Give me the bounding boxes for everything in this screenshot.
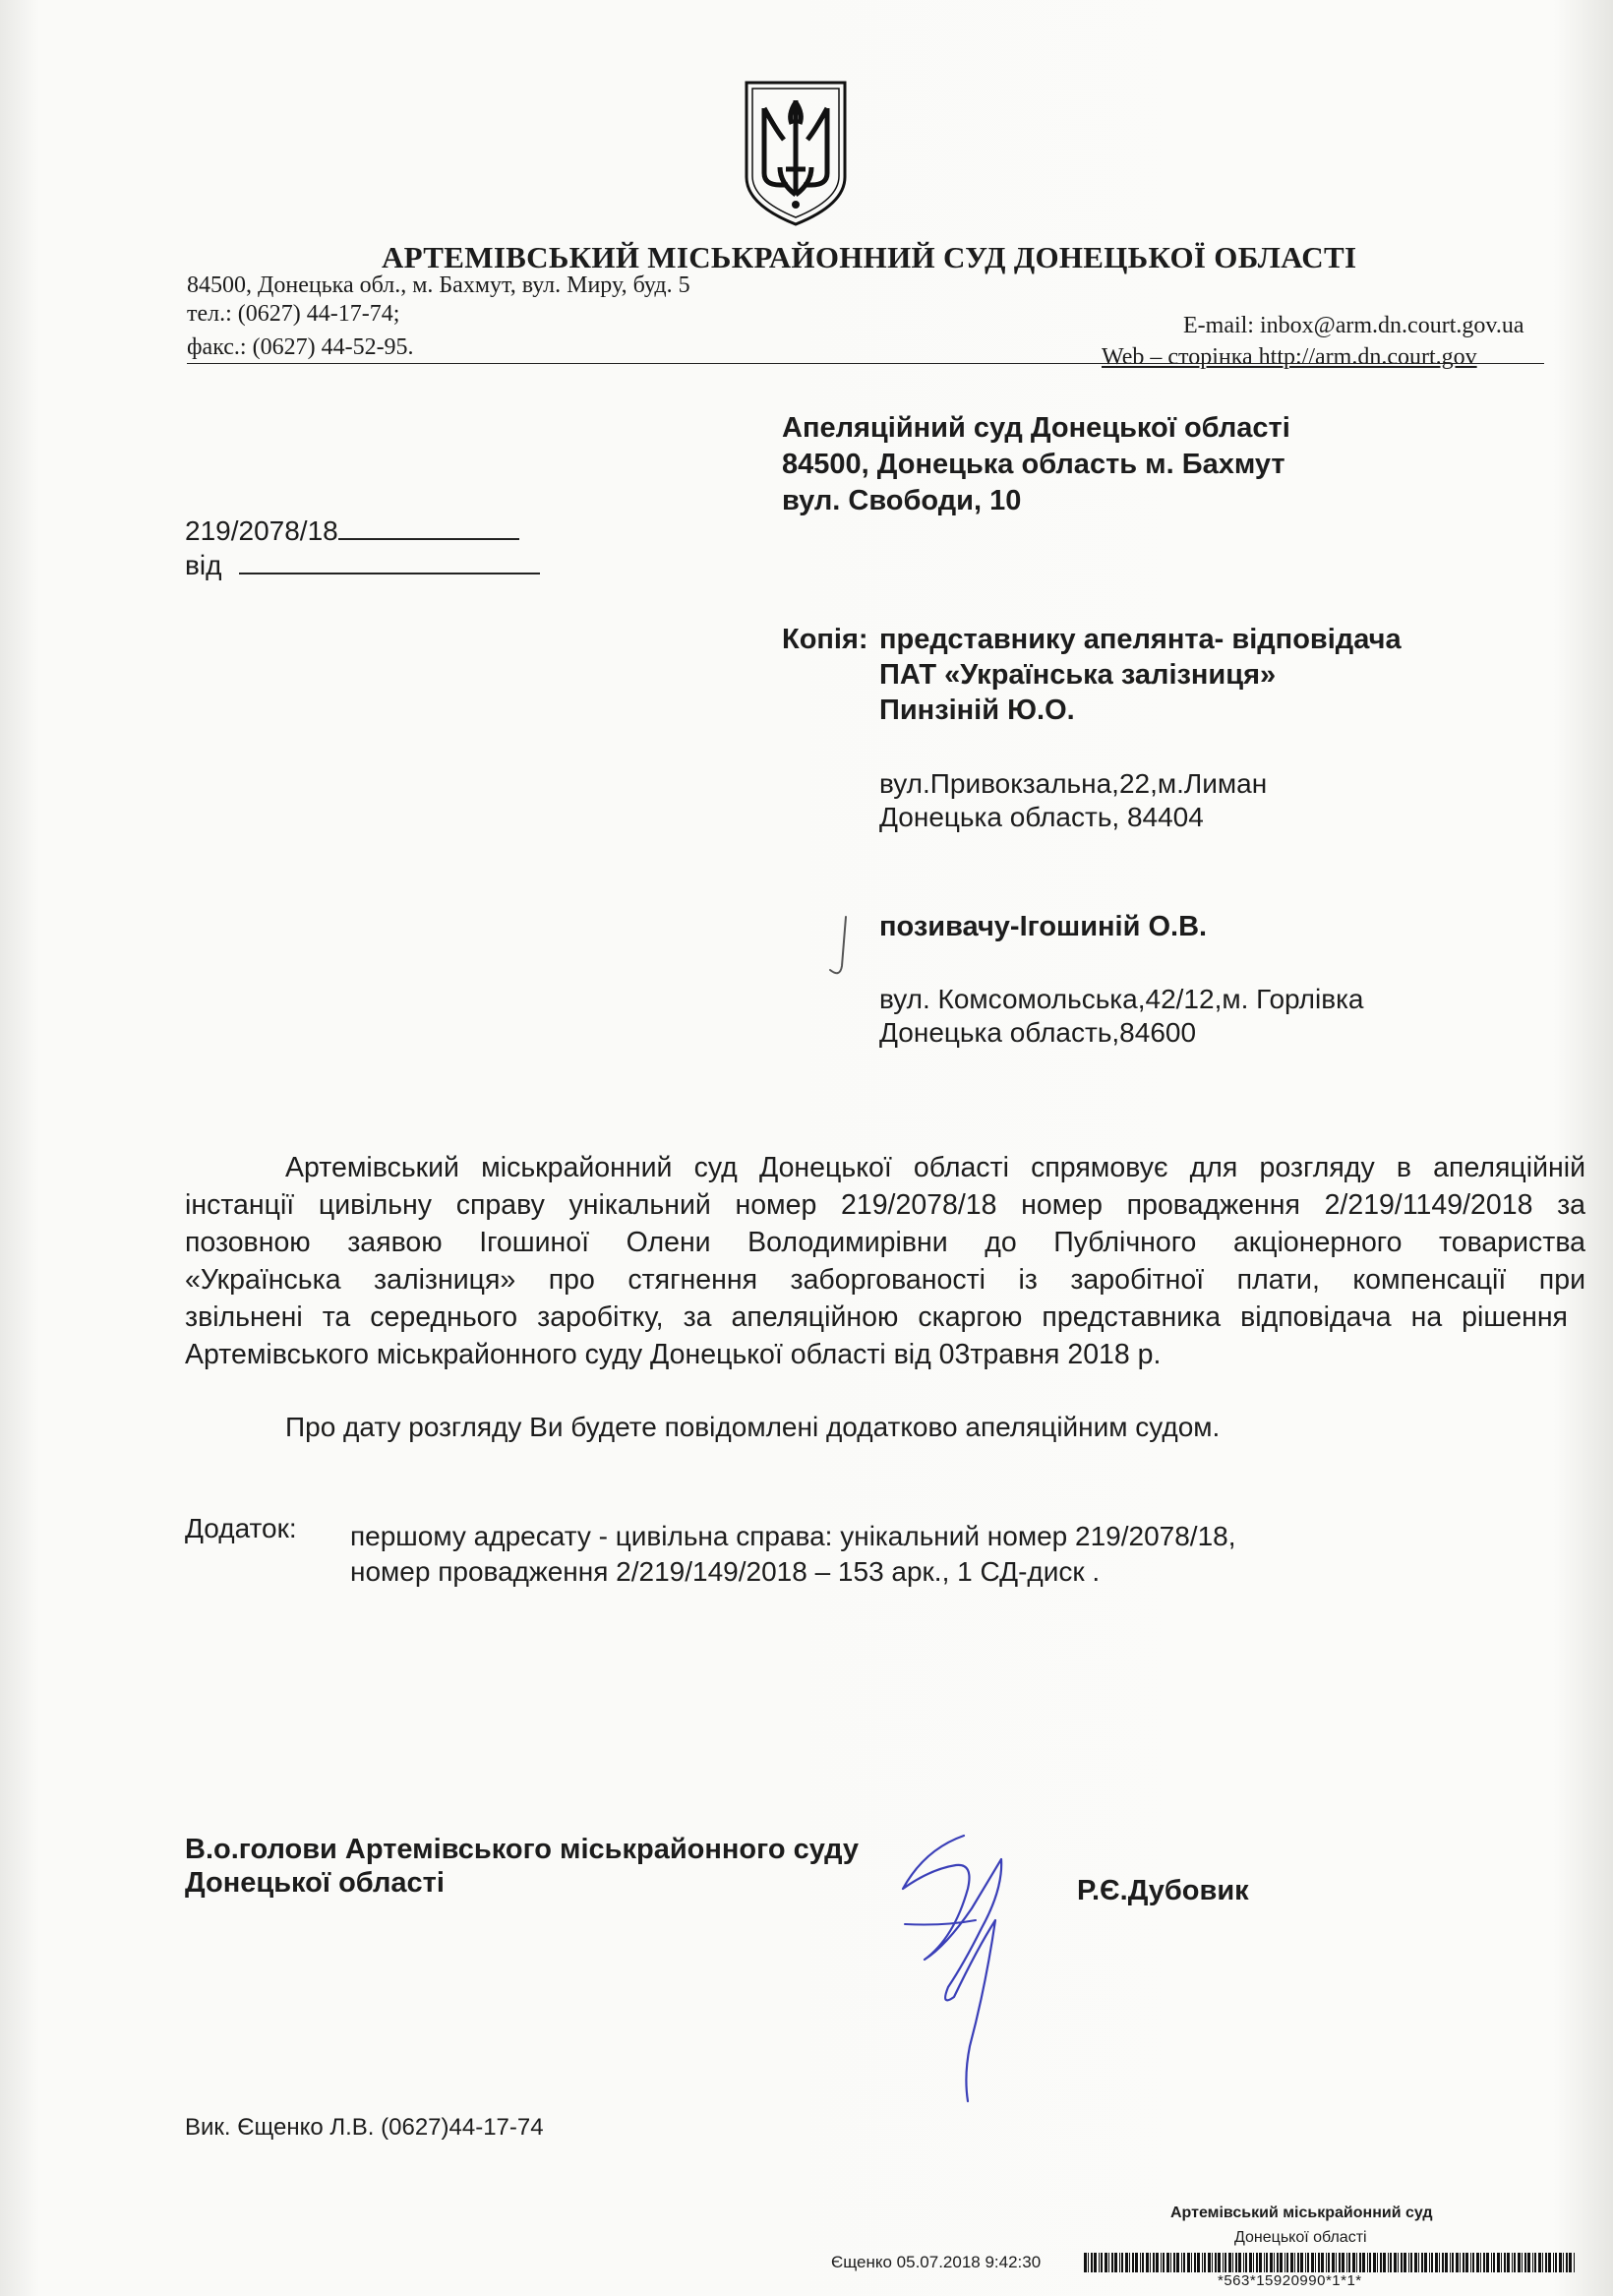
barcode-bar: [1270, 2253, 1273, 2272]
barcode-bar: [1501, 2253, 1502, 2272]
barcode-bar: [1264, 2253, 1265, 2272]
barcode-bar: [1424, 2253, 1427, 2272]
signatory-title-line-1: В.о.голови Артемівського міськрайонного суду: [185, 1834, 860, 1865]
copy-recipient-1-address-2: Донецька область, 84404: [879, 802, 1204, 832]
barcode-bar: [1181, 2253, 1182, 2272]
barcode-bar: [1480, 2253, 1481, 2272]
barcode-bar: [1156, 2253, 1159, 2272]
barcode-bar: [1307, 2253, 1309, 2272]
body-line: інстанції цивільну справу унікальний номер 219/2078/18 номер провадження 2/219/1149/2018 за: [185, 1189, 1585, 1221]
barcode-bar: [1142, 2253, 1144, 2272]
barcode-bar: [1125, 2253, 1128, 2272]
barcode-bar: [1284, 2253, 1285, 2272]
barcode-bar: [1493, 2253, 1495, 2272]
barcode-bar: [1225, 2253, 1226, 2272]
barcode-bar: [1146, 2253, 1149, 2272]
barcode-bar: [1483, 2253, 1485, 2272]
barcode-bar: [1176, 2253, 1179, 2272]
barcode-bar: [1166, 2253, 1169, 2272]
barcode-bar: [1518, 2253, 1521, 2272]
court-phone: тел.: (0627) 44-17-74;: [187, 301, 400, 327]
barcode-bar: [1348, 2253, 1350, 2272]
barcode-bar: [1569, 2253, 1572, 2272]
barcode-bar: [1359, 2253, 1361, 2272]
attachment-line-2: номер провадження 2/219/149/2018 – 153 арк., 1 СД-диск .: [350, 1556, 1101, 1587]
barcode-bar: [1559, 2253, 1562, 2272]
barcode-bar: [1545, 2253, 1547, 2272]
body-line: Артемівського міськрайонного суду Донецької області від 03травня 2018 р.: [185, 1339, 1162, 1370]
barcode-bar: [1163, 2253, 1165, 2272]
barcode-bar: [1084, 2253, 1087, 2272]
barcode-bar: [1212, 2253, 1213, 2272]
barcode-bar: [1373, 2253, 1376, 2272]
barcode-bar: [1259, 2253, 1262, 2272]
barcode-bar: [1094, 2253, 1097, 2272]
reference-from-label: від: [185, 550, 222, 580]
barcode-bar: [1132, 2253, 1134, 2272]
stamp-court-line-2: Донецької області: [1234, 2229, 1367, 2246]
barcode-bar: [1135, 2253, 1138, 2272]
barcode-bar: [1297, 2253, 1299, 2272]
barcode-bar: [1532, 2253, 1533, 2272]
barcode-bar: [1315, 2253, 1316, 2272]
barcode-bar: [1486, 2253, 1489, 2272]
barcode-bar: [1300, 2253, 1303, 2272]
header-divider: [187, 363, 1544, 364]
recipient-line-1: Апеляційний суд Донецької області: [782, 412, 1290, 444]
court-web: Web – сторінка http://arm.dn.court.gov: [1102, 344, 1477, 370]
body-paragraph-2: Про дату розгляду Ви будете повідомлені додатково апеляційним судом.: [285, 1412, 1221, 1442]
barcode-bar: [1390, 2253, 1392, 2272]
barcode-bar: [1191, 2253, 1192, 2272]
barcode-bar: [1398, 2253, 1399, 2272]
barcode-bar: [1326, 2253, 1327, 2272]
copy-recipient-1-line-2: ПАТ «Українська залізниця»: [879, 659, 1277, 691]
court-address: 84500, Донецька обл., м. Бахмут, вул. Миру, буд. 5: [187, 272, 690, 298]
barcode-bar: [1223, 2253, 1224, 2272]
body-line: звільнені та середнього заробітку, за апеляційною скаргою представника відповідача на рішення: [185, 1301, 1568, 1333]
barcode-bar: [1332, 2253, 1335, 2272]
barcode-bar: [1497, 2253, 1500, 2272]
copy-label: Копія:: [782, 624, 868, 655]
body-line: позовною заявою Ігошиної Олени Володимирівни до Публічного акціонерного товариства: [185, 1227, 1585, 1258]
barcode-bar: [1238, 2253, 1241, 2272]
barcode-bar: [1369, 2253, 1371, 2272]
barcode-bar: [1243, 2253, 1244, 2272]
stamp-court-line-1: Артемівський міськрайонний суд: [1170, 2205, 1433, 2221]
ukraine-trident-emblem-icon: [741, 79, 851, 228]
barcode-bar: [1204, 2253, 1206, 2272]
barcode-bar: [1253, 2253, 1254, 2272]
body-paragraph-1: [185, 1149, 1585, 1373]
barcode-bar: [1408, 2253, 1409, 2272]
barcode-bar: [1129, 2253, 1130, 2272]
barcode-bar: [1277, 2253, 1279, 2272]
barcode-bar: [1266, 2253, 1268, 2272]
reference-number-row: [185, 513, 519, 547]
barcode-bar: [1173, 2253, 1175, 2272]
barcode-bar: [1197, 2253, 1200, 2272]
copy-recipient-2-name: позивачу-Ігошиній О.В.: [879, 911, 1208, 942]
barcode-bar: [1439, 2253, 1440, 2272]
barcode-bar: [1524, 2253, 1526, 2272]
barcode-bar: [1280, 2253, 1283, 2272]
barcode-bar: [1218, 2253, 1221, 2272]
barcode-bar: [1249, 2253, 1252, 2272]
barcode-bar: [1215, 2253, 1217, 2272]
barcode-bar: [1187, 2253, 1190, 2272]
barcode-bar: [1328, 2253, 1330, 2272]
barcode-bar: [1394, 2253, 1397, 2272]
barcode-bar: [1235, 2253, 1237, 2272]
barcode-bar: [1099, 2253, 1100, 2272]
barcode-bar: [1527, 2253, 1530, 2272]
barcode-bar: [1346, 2253, 1347, 2272]
barcode-bar: [1450, 2253, 1451, 2272]
registration-stamp: [831, 2199, 1593, 2292]
barcode-bar: [1421, 2253, 1423, 2272]
barcode-bar: [1542, 2253, 1543, 2272]
barcode-bar: [1150, 2253, 1151, 2272]
stamp-registrar: Єщенко 05.07.2018 9:42:30: [831, 2253, 1042, 2271]
barcode-bar: [1342, 2253, 1344, 2272]
reference-number: 219/2078/18: [185, 515, 338, 546]
recipient-line-2: 84500, Донецька область м. Бахмут: [782, 449, 1285, 480]
barcode-bar: [1245, 2253, 1247, 2272]
barcode-bar: [1321, 2253, 1324, 2272]
recipient-line-3: вул. Свободи, 10: [782, 485, 1022, 516]
court-email: E-mail: inbox@arm.dn.court.gov.ua: [1183, 313, 1524, 338]
barcode-bar: [1514, 2253, 1516, 2272]
copy-recipient-2-address-2: Донецька область,84600: [879, 1017, 1197, 1048]
barcode-bar: [1445, 2253, 1448, 2272]
barcode-bar: [1356, 2253, 1357, 2272]
barcode-bar: [1352, 2253, 1355, 2272]
barcode-bar: [1108, 2253, 1109, 2272]
barcode-bar: [1410, 2253, 1412, 2272]
court-name: АРТЕМІВСЬКИЙ МІСЬКРАЙОННИЙ СУД ДОНЕЦЬКОЇ ОБЛАСТІ: [382, 240, 1357, 274]
barcode-bar: [1305, 2253, 1306, 2272]
stamp-barcode: [1084, 2253, 1581, 2272]
handwritten-check-mark-icon: [824, 913, 854, 982]
court-fax: факс.: (0627) 44-52-95.: [187, 334, 414, 360]
copy-recipient-2-address-1: вул. Комсомольська,42/12,м. Горлівка: [879, 984, 1364, 1014]
barcode-bar: [1183, 2253, 1185, 2272]
barcode-bar: [1274, 2253, 1275, 2272]
barcode-bar: [1153, 2253, 1155, 2272]
barcode-bar: [1114, 2253, 1117, 2272]
barcode-bar: [1414, 2253, 1417, 2272]
barcode-bar: [1383, 2253, 1386, 2272]
barcode-bar: [1367, 2253, 1368, 2272]
reference-date-blank: [239, 547, 540, 574]
barcode-bar: [1290, 2253, 1293, 2272]
barcode-bar: [1435, 2253, 1438, 2272]
barcode-bar: [1202, 2253, 1203, 2272]
attachment-line-1: першому адресату - цивільна справа: унікальний номер 219/2078/18,: [350, 1521, 1236, 1551]
copy-recipient-1-line-1: представнику апелянта- відповідача: [879, 624, 1402, 655]
barcode-bar: [1456, 2253, 1459, 2272]
barcode-bar: [1534, 2253, 1536, 2272]
barcode-bar: [1362, 2253, 1365, 2272]
barcode-bar: [1548, 2253, 1551, 2272]
barcode-bar: [1232, 2253, 1233, 2272]
barcode-bar: [1555, 2253, 1557, 2272]
barcode-bar: [1311, 2253, 1314, 2272]
body-line: «Українська залізниця» про стягнення заборгованості із заробітної плати, компенсації при: [185, 1264, 1585, 1296]
barcode-bar: [1507, 2253, 1510, 2272]
barcode-bar: [1161, 2253, 1162, 2272]
barcode-bar: [1460, 2253, 1461, 2272]
handwritten-signature: [885, 1830, 1033, 2105]
barcode-bar: [1512, 2253, 1513, 2272]
barcode-bar: [1442, 2253, 1444, 2272]
barcode-bar: [1091, 2253, 1093, 2272]
barcode-bar: [1318, 2253, 1320, 2272]
barcode-bar: [1429, 2253, 1430, 2272]
stamp-barcode-text: *563*15920990*1*1*: [1218, 2272, 1362, 2289]
copy-recipient-1-address-1: вул.Привокзальна,22,м.Лиман: [879, 768, 1268, 799]
barcode-bar: [1522, 2253, 1523, 2272]
barcode-bar: [1286, 2253, 1288, 2272]
barcode-bar: [1380, 2253, 1382, 2272]
barcode-bar: [1101, 2253, 1103, 2272]
barcode-bar: [1470, 2253, 1471, 2272]
barcode-bar: [1208, 2253, 1211, 2272]
barcode-bar: [1563, 2253, 1564, 2272]
barcode-bar: [1228, 2253, 1231, 2272]
barcode-bar: [1452, 2253, 1454, 2272]
barcode-bar: [1504, 2253, 1506, 2272]
barcode-bar: [1294, 2253, 1295, 2272]
barcode-bar: [1401, 2253, 1403, 2272]
barcode-bar: [1574, 2253, 1575, 2272]
barcode-bar: [1170, 2253, 1171, 2272]
barcode-bar: [1111, 2253, 1113, 2272]
barcode-bar: [1140, 2253, 1141, 2272]
barcode-bar: [1377, 2253, 1378, 2272]
attachment-label: Додаток:: [185, 1513, 297, 1543]
barcode-bar: [1119, 2253, 1120, 2272]
barcode-bar: [1476, 2253, 1479, 2272]
signatory-title-line-2: Донецької області: [185, 1867, 445, 1899]
reference-number-blank: [338, 513, 519, 540]
barcode-bar: [1088, 2253, 1089, 2272]
barcode-bar: [1388, 2253, 1389, 2272]
barcode-bar: [1336, 2253, 1337, 2272]
barcode-bar: [1463, 2253, 1464, 2272]
reference-date-row: [185, 547, 540, 581]
barcode-bar: [1472, 2253, 1474, 2272]
barcode-bar: [1538, 2253, 1541, 2272]
barcode-bar: [1418, 2253, 1419, 2272]
signatory-name: Р.Є.Дубовик: [1077, 1875, 1249, 1906]
barcode-bar: [1194, 2253, 1196, 2272]
copy-recipient-1-line-3: Пинзіній Ю.О.: [879, 695, 1075, 726]
barcode-bar: [1105, 2253, 1107, 2272]
barcode-bar: [1465, 2253, 1468, 2272]
barcode-bar: [1431, 2253, 1433, 2272]
barcode-bar: [1121, 2253, 1123, 2272]
barcode-bar: [1404, 2253, 1406, 2272]
barcode-bar: [1553, 2253, 1554, 2272]
barcode-bar: [1491, 2253, 1492, 2272]
barcode-bar: [1566, 2253, 1568, 2272]
body-line: Артемівський міськрайонний суд Донецької області спрямовує для розгляду в апеляційній: [285, 1152, 1585, 1183]
executor-info: Вик. Єщенко Л.В. (0627)44-17-74: [185, 2114, 544, 2141]
barcode-bar: [1256, 2253, 1258, 2272]
barcode-bar: [1339, 2253, 1341, 2272]
